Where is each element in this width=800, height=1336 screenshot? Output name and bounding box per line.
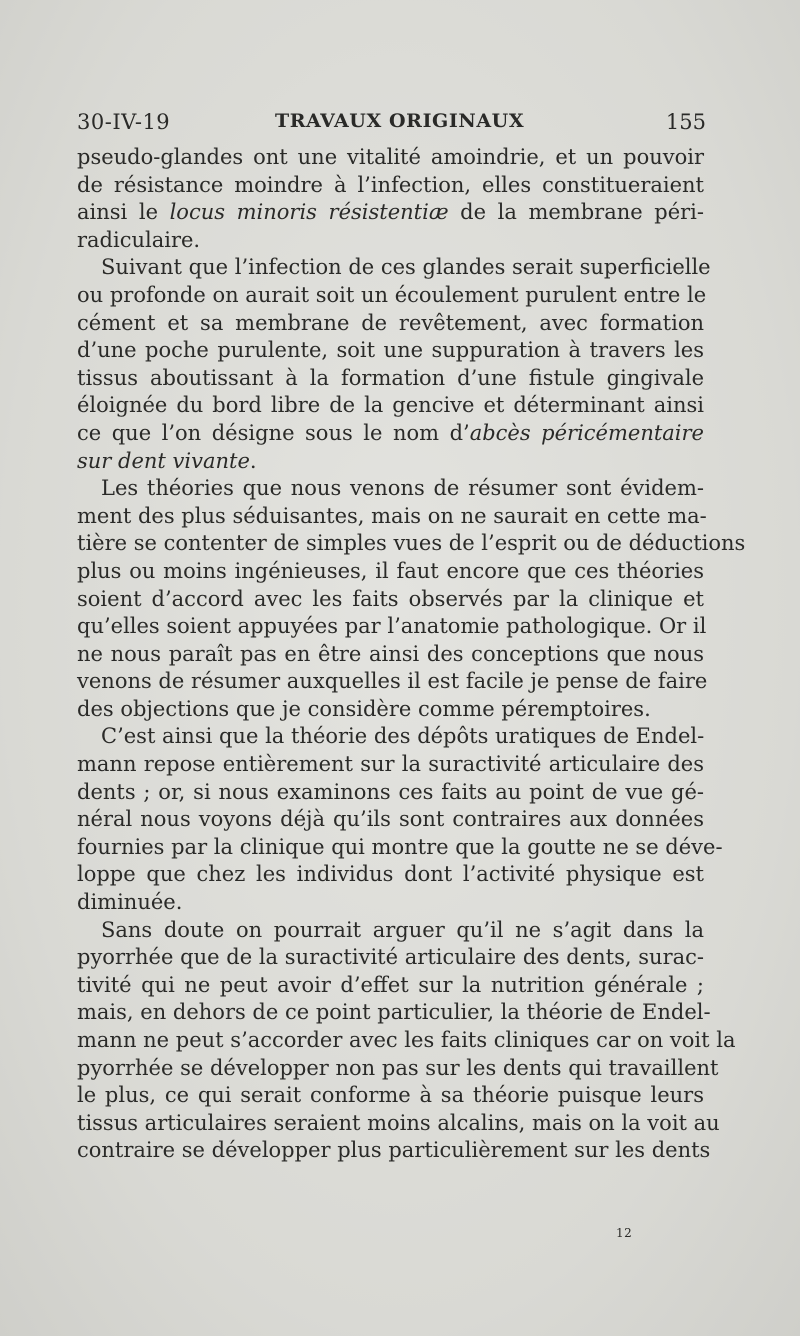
italic-text: sur dent vivante — [77, 448, 250, 473]
text-run: éloignée du bord libre de la gencive et déterminant ainsi — [77, 393, 704, 418]
text-run: pyorrhée se développer non pas sur les dents qui travaillent — [77, 1055, 719, 1080]
text-line — [77, 1055, 719, 1083]
text-run: tissus aboutissant à la formation d’une fistule gingivale — [77, 365, 704, 390]
text-line — [77, 337, 704, 365]
text-line — [77, 558, 704, 586]
text-run: dents ; or, si nous examinons ces faits au point de vue gé- — [77, 779, 704, 804]
text-run: C’est ainsi que la théorie des dépôts uratiques de Endel- — [101, 724, 705, 749]
header-date: 30-IV-19 — [77, 110, 171, 134]
text-line — [77, 972, 704, 1000]
text-line — [77, 779, 704, 807]
text-line — [77, 1110, 720, 1138]
text-line — [77, 420, 704, 448]
text-line — [77, 254, 711, 282]
text-line — [77, 448, 704, 476]
text-line — [77, 806, 704, 834]
text-run: pyorrhée que de la suractivité articulaire des dents, surac- — [77, 945, 704, 970]
text-run: diminuée. — [77, 890, 183, 915]
running-header — [77, 110, 710, 140]
text-run: mais, en dehors de ce point particulier, la théorie de Endel- — [77, 1000, 711, 1025]
text-run: plus ou moins ingénieuses, il faut encore que ces théories — [77, 558, 704, 583]
text-run: fournies par la clinique qui montre que la goutte ne se déve- — [77, 834, 723, 859]
text-run: pseudo-glandes ont une vitalité amoindrie, et un pouvoir — [77, 145, 704, 169]
text-line — [77, 751, 704, 779]
text-line — [77, 834, 723, 862]
text-line — [77, 613, 707, 641]
text-run: . — [249, 448, 257, 473]
text-run: Les théories que nous venons de résumer sont évidem- — [101, 476, 704, 501]
text-run: tière se contenter de simples vues de l’esprit ou de déductions — [77, 531, 746, 556]
text-line — [77, 227, 704, 255]
text-run: ainsi le — [77, 200, 170, 225]
text-line — [77, 999, 711, 1027]
text-run: tissus articulaires seraient moins alcalins, mais on la voit au — [77, 1110, 720, 1135]
text-line — [77, 392, 704, 420]
text-line — [77, 199, 704, 227]
text-line — [77, 668, 708, 696]
text-line — [77, 503, 707, 531]
text-line — [77, 723, 704, 751]
text-run: ne nous paraît pas en être ainsi des conceptions que nous — [77, 641, 704, 666]
text-run: des objections que je considère comme péremptoires. — [77, 696, 651, 721]
text-line — [77, 530, 746, 558]
text-run: Sans doute on pourrait arguer qu’il ne s’agit dans la — [101, 917, 704, 942]
text-line — [77, 889, 704, 917]
text-run: tivité qui ne peut avoir d’effet sur la nutrition générale ; — [77, 972, 704, 997]
header-section-title: TRAVAUX ORIGINAUX — [275, 110, 525, 132]
text-run: ment des plus séduisantes, mais on ne saurait en cette ma- — [77, 503, 707, 528]
text-line — [77, 917, 704, 945]
text-line — [77, 475, 704, 503]
text-line — [77, 310, 704, 338]
text-run: mann ne peut s’accorder avec les faits cliniques car on voit la — [77, 1028, 736, 1052]
text-line — [77, 1027, 736, 1055]
text-run: contraire se développer plus particulièrement sur les dents — [77, 1138, 711, 1163]
text-line — [77, 944, 704, 972]
text-run: loppe que chez les individus dont l’activité physique est — [77, 862, 704, 887]
text-line — [77, 172, 704, 200]
text-line — [77, 696, 704, 724]
text-line — [77, 1082, 704, 1110]
text-run: ou profonde on aurait soit un écoulement purulent entre le — [77, 282, 707, 307]
body-text — [77, 144, 746, 1165]
text-run: radiculaire. — [77, 227, 201, 252]
signature-mark: 12 — [616, 1226, 633, 1240]
page-number: 155 — [665, 110, 706, 134]
text-run: ce que l’on désigne sous le nom d’ — [77, 420, 470, 445]
text-line — [77, 365, 704, 393]
text-line — [77, 861, 704, 889]
text-run: le plus, ce qui serait conforme à sa théorie puisque leurs — [77, 1083, 704, 1108]
text-run: Suivant que l’infection de ces glandes serait superficielle — [101, 255, 711, 280]
text-run: cément et sa membrane de revêtement, avec formation — [77, 310, 704, 335]
italic-text: abcès péricémentaire — [469, 420, 704, 445]
text-run: de la membrane péri- — [448, 200, 704, 225]
text-run: mann repose entièrement sur la suractivité articulaire des — [77, 752, 704, 777]
text-line — [77, 282, 707, 310]
text-line — [77, 641, 704, 669]
text-line — [77, 1137, 711, 1165]
text-line — [77, 144, 704, 172]
text-run: néral nous voyons déjà qu’ils sont contraires aux données — [77, 807, 704, 832]
text-run: d’une poche purulente, soit une suppuration à travers les — [77, 338, 704, 363]
italic-text: locus minoris résistentiæ — [169, 200, 449, 225]
text-line — [77, 586, 704, 614]
text-run: qu’elles soient appuyées par l’anatomie pathologique. Or il — [77, 614, 707, 639]
text-run: venons de résumer auxquelles il est facile je pense de faire — [77, 669, 708, 694]
text-run: soient d’accord avec les faits observés par la clinique et — [77, 586, 704, 611]
text-run: de résistance moindre à l’infection, elles constitueraient — [77, 172, 704, 197]
